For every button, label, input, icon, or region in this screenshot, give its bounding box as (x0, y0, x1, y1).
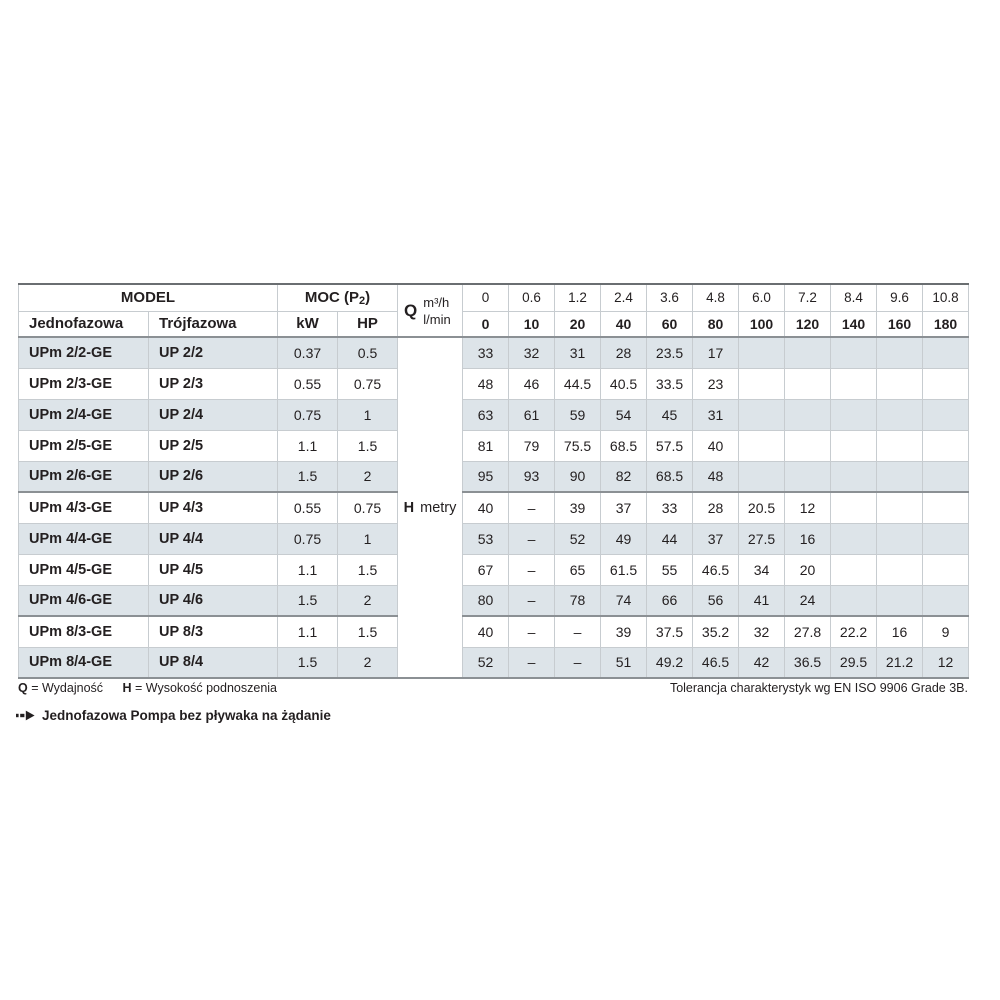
head-value: 37 (693, 523, 739, 554)
head-value: 40.5 (601, 368, 647, 399)
single-phase-model: UPm 2/4-GE (19, 399, 149, 430)
flow-lmin-value: 180 (923, 311, 969, 337)
single-phase-model: UPm 2/5-GE (19, 430, 149, 461)
head-value (831, 337, 877, 368)
head-value: 52 (463, 647, 509, 678)
three-phase-model: UP 8/4 (149, 647, 278, 678)
head-value: 39 (601, 616, 647, 647)
table-row (19, 523, 969, 554)
head-value: 34 (739, 554, 785, 585)
head-value: 32 (509, 337, 555, 368)
head-value: – (509, 647, 555, 678)
power-kw-value: 1.5 (278, 647, 338, 678)
head-value: 46 (509, 368, 555, 399)
table-row (19, 368, 969, 399)
head-value: 28 (693, 492, 739, 523)
head-value (877, 337, 923, 368)
power-hp-value: 0.75 (338, 368, 398, 399)
single-phase-model: UPm 8/4-GE (19, 647, 149, 678)
model-header: MODEL (19, 284, 278, 311)
head-value (923, 399, 969, 430)
head-symbol: H (403, 499, 415, 516)
head-value (831, 430, 877, 461)
head-value: 95 (463, 461, 509, 492)
legend-h-symbol: H (122, 681, 132, 695)
head-value: 48 (463, 368, 509, 399)
legend-h-text: = Wysokość podnoszenia (135, 681, 277, 695)
head-value: 29.5 (831, 647, 877, 678)
power-kw-value: 1.5 (278, 585, 338, 616)
three-phase-model: UP 2/5 (149, 430, 278, 461)
head-value: 68.5 (601, 430, 647, 461)
single-phase-model: UPm 2/3-GE (19, 368, 149, 399)
head-value (831, 399, 877, 430)
three-phase-model: UP 2/6 (149, 461, 278, 492)
head-value: 75.5 (555, 430, 601, 461)
head-value: 27.8 (785, 616, 831, 647)
power-header-suffix: ) (365, 288, 371, 306)
head-value: 53 (463, 523, 509, 554)
power-hp-value: 2 (338, 647, 398, 678)
head-value (785, 430, 831, 461)
power-hp-value: 1.5 (338, 616, 398, 647)
head-value (923, 492, 969, 523)
head-value: 49.2 (647, 647, 693, 678)
table-row (19, 430, 969, 461)
flow-lmin-value: 80 (693, 311, 739, 337)
power-header-subscript: 2 (359, 294, 366, 307)
head-value: 55 (647, 554, 693, 585)
flow-lmin-value: 100 (739, 311, 785, 337)
head-value: 17 (693, 337, 739, 368)
head-value: 81 (463, 430, 509, 461)
head-value: 16 (785, 523, 831, 554)
table-row (19, 461, 969, 492)
head-value: 56 (693, 585, 739, 616)
power-kw-value: 1.1 (278, 430, 338, 461)
arrow-right-icon (16, 710, 35, 721)
power-hp-value: 1.5 (338, 554, 398, 585)
head-unit-cell (398, 337, 463, 678)
kw-header: kW (278, 311, 338, 337)
flow-m3h-value: 10.8 (923, 284, 969, 311)
head-value (877, 461, 923, 492)
head-value: 31 (555, 337, 601, 368)
flow-lmin-value: 0 (463, 311, 509, 337)
head-value: 33.5 (647, 368, 693, 399)
head-value: 42 (739, 647, 785, 678)
head-value: – (509, 523, 555, 554)
head-value: 12 (923, 647, 969, 678)
table-body (19, 337, 969, 678)
table-row (19, 399, 969, 430)
table-row (19, 585, 969, 616)
head-value: – (509, 616, 555, 647)
head-value: 63 (463, 399, 509, 430)
head-value: 93 (509, 461, 555, 492)
head-value: 31 (693, 399, 739, 430)
head-value: 52 (555, 523, 601, 554)
flow-lmin-value: 40 (601, 311, 647, 337)
head-value: 16 (877, 616, 923, 647)
head-value (831, 523, 877, 554)
head-value (877, 585, 923, 616)
legend-row (18, 681, 968, 695)
three-phase-model: UP 4/6 (149, 585, 278, 616)
three-phase-model: UP 2/4 (149, 399, 278, 430)
header-row-bottom (19, 311, 969, 337)
power-hp-value: 1 (338, 399, 398, 430)
head-value: 68.5 (647, 461, 693, 492)
power-hp-value: 2 (338, 461, 398, 492)
flow-lmin-value: 10 (509, 311, 555, 337)
head-value (877, 523, 923, 554)
head-value: 65 (555, 554, 601, 585)
head-value: 12 (785, 492, 831, 523)
legend-q-text: = Wydajność (31, 681, 104, 695)
three-phase-model: UP 2/2 (149, 337, 278, 368)
head-value: 40 (463, 616, 509, 647)
head-value (877, 430, 923, 461)
head-unit-label: metry (420, 499, 457, 516)
head-value (877, 399, 923, 430)
head-value: 40 (693, 430, 739, 461)
three-phase-model: UP 4/3 (149, 492, 278, 523)
head-value: 36.5 (785, 647, 831, 678)
head-value: 57.5 (647, 430, 693, 461)
header-row-top (19, 284, 969, 311)
head-value: 61.5 (601, 554, 647, 585)
head-value (831, 585, 877, 616)
head-value: 79 (509, 430, 555, 461)
single-phase-model: UPm 8/3-GE (19, 616, 149, 647)
head-value: 66 (647, 585, 693, 616)
head-value: 23.5 (647, 337, 693, 368)
legend-text (18, 681, 277, 695)
head-value: 40 (463, 492, 509, 523)
head-value: 20.5 (739, 492, 785, 523)
flow-unit-lmin: l/min (423, 311, 451, 327)
head-value: 78 (555, 585, 601, 616)
power-kw-value: 1.5 (278, 461, 338, 492)
single-phase-note (16, 708, 331, 723)
flow-lmin-value: 60 (647, 311, 693, 337)
single-phase-header: Jednofazowa (19, 311, 149, 337)
head-value: 45 (647, 399, 693, 430)
head-value: – (509, 554, 555, 585)
head-value: 67 (463, 554, 509, 585)
head-value (923, 585, 969, 616)
table-row (19, 337, 969, 368)
head-value: 90 (555, 461, 601, 492)
head-value: 33 (647, 492, 693, 523)
power-hp-value: 2 (338, 585, 398, 616)
flow-m3h-value: 1.2 (555, 284, 601, 311)
head-value: 35.2 (693, 616, 739, 647)
flow-lmin-value: 20 (555, 311, 601, 337)
single-phase-model: UPm 2/2-GE (19, 337, 149, 368)
head-value: 32 (739, 616, 785, 647)
power-kw-value: 0.75 (278, 399, 338, 430)
flow-lmin-value: 120 (785, 311, 831, 337)
legend-q-symbol: Q (18, 681, 28, 695)
head-value (739, 337, 785, 368)
head-value: 24 (785, 585, 831, 616)
head-value (785, 368, 831, 399)
power-header (278, 284, 398, 311)
power-hp-value: 1.5 (338, 430, 398, 461)
table-row (19, 554, 969, 585)
head-value: 48 (693, 461, 739, 492)
power-kw-value: 1.1 (278, 616, 338, 647)
power-header-prefix: MOC (P (304, 288, 360, 306)
three-phase-model: UP 8/3 (149, 616, 278, 647)
head-value: – (509, 492, 555, 523)
single-phase-model: UPm 4/5-GE (19, 554, 149, 585)
three-phase-model: UP 2/3 (149, 368, 278, 399)
head-value (923, 523, 969, 554)
head-value (831, 461, 877, 492)
head-value (831, 368, 877, 399)
head-value: 80 (463, 585, 509, 616)
flow-m3h-value: 3.6 (647, 284, 693, 311)
head-value: 33 (463, 337, 509, 368)
table-header (19, 284, 969, 337)
flow-m3h-value: 9.6 (877, 284, 923, 311)
head-value (923, 461, 969, 492)
flow-m3h-value: 6.0 (739, 284, 785, 311)
flow-lmin-value: 140 (831, 311, 877, 337)
single-phase-model: UPm 4/3-GE (19, 492, 149, 523)
head-value: 37 (601, 492, 647, 523)
flow-unit-m3h: m³/h (423, 294, 450, 310)
head-value: 44 (647, 523, 693, 554)
head-value (785, 337, 831, 368)
head-value: 39 (555, 492, 601, 523)
head-value: 28 (601, 337, 647, 368)
single-phase-model: UPm 4/6-GE (19, 585, 149, 616)
head-value (739, 430, 785, 461)
three-phase-header: Trójfazowa (149, 311, 278, 337)
head-value: 46.5 (693, 647, 739, 678)
head-value: 59 (555, 399, 601, 430)
power-kw-value: 1.1 (278, 554, 338, 585)
note-text: Jednofazowa Pompa bez pływaka na żądanie (42, 708, 331, 723)
head-value (739, 461, 785, 492)
head-value: 44.5 (555, 368, 601, 399)
head-value (877, 492, 923, 523)
pump-spec-table (18, 283, 969, 679)
flow-symbol: Q (404, 300, 418, 320)
head-value (923, 430, 969, 461)
head-value: 23 (693, 368, 739, 399)
head-value: 37.5 (647, 616, 693, 647)
head-value: 61 (509, 399, 555, 430)
head-value: 74 (601, 585, 647, 616)
table-row (19, 616, 969, 647)
head-value (739, 368, 785, 399)
power-hp-value: 0.5 (338, 337, 398, 368)
head-value: – (509, 585, 555, 616)
flow-rate-header-cell (398, 284, 463, 337)
head-value (739, 399, 785, 430)
head-value: 21.2 (877, 647, 923, 678)
head-value (831, 492, 877, 523)
flow-m3h-value: 0.6 (509, 284, 555, 311)
head-value (923, 554, 969, 585)
head-value: 54 (601, 399, 647, 430)
head-value (785, 461, 831, 492)
three-phase-model: UP 4/5 (149, 554, 278, 585)
flow-m3h-value: 7.2 (785, 284, 831, 311)
head-value: 82 (601, 461, 647, 492)
head-value: 46.5 (693, 554, 739, 585)
power-hp-value: 0.75 (338, 492, 398, 523)
power-kw-value: 0.75 (278, 523, 338, 554)
single-phase-model: UPm 2/6-GE (19, 461, 149, 492)
hp-header: HP (338, 311, 398, 337)
three-phase-model: UP 4/4 (149, 523, 278, 554)
head-value: 9 (923, 616, 969, 647)
power-kw-value: 0.55 (278, 368, 338, 399)
head-value (831, 554, 877, 585)
power-hp-value: 1 (338, 523, 398, 554)
head-value: 27.5 (739, 523, 785, 554)
table-row (19, 647, 969, 678)
flow-m3h-value: 0 (463, 284, 509, 311)
single-phase-model: UPm 4/4-GE (19, 523, 149, 554)
head-value: 51 (601, 647, 647, 678)
head-value (923, 368, 969, 399)
head-value: 41 (739, 585, 785, 616)
power-kw-value: 0.55 (278, 492, 338, 523)
head-value: 22.2 (831, 616, 877, 647)
head-value: 20 (785, 554, 831, 585)
flow-lmin-value: 160 (877, 311, 923, 337)
head-value (923, 337, 969, 368)
flow-m3h-value: 2.4 (601, 284, 647, 311)
tolerance-text: Tolerancja charakterystyk wg EN ISO 9906 Grade 3B. (669, 681, 968, 695)
head-value (877, 368, 923, 399)
flow-m3h-value: 8.4 (831, 284, 877, 311)
head-value (785, 399, 831, 430)
head-value (877, 554, 923, 585)
flow-m3h-value: 4.8 (693, 284, 739, 311)
power-kw-value: 0.37 (278, 337, 338, 368)
table-row (19, 492, 969, 523)
head-value: 49 (601, 523, 647, 554)
head-value: – (555, 647, 601, 678)
head-value: – (555, 616, 601, 647)
